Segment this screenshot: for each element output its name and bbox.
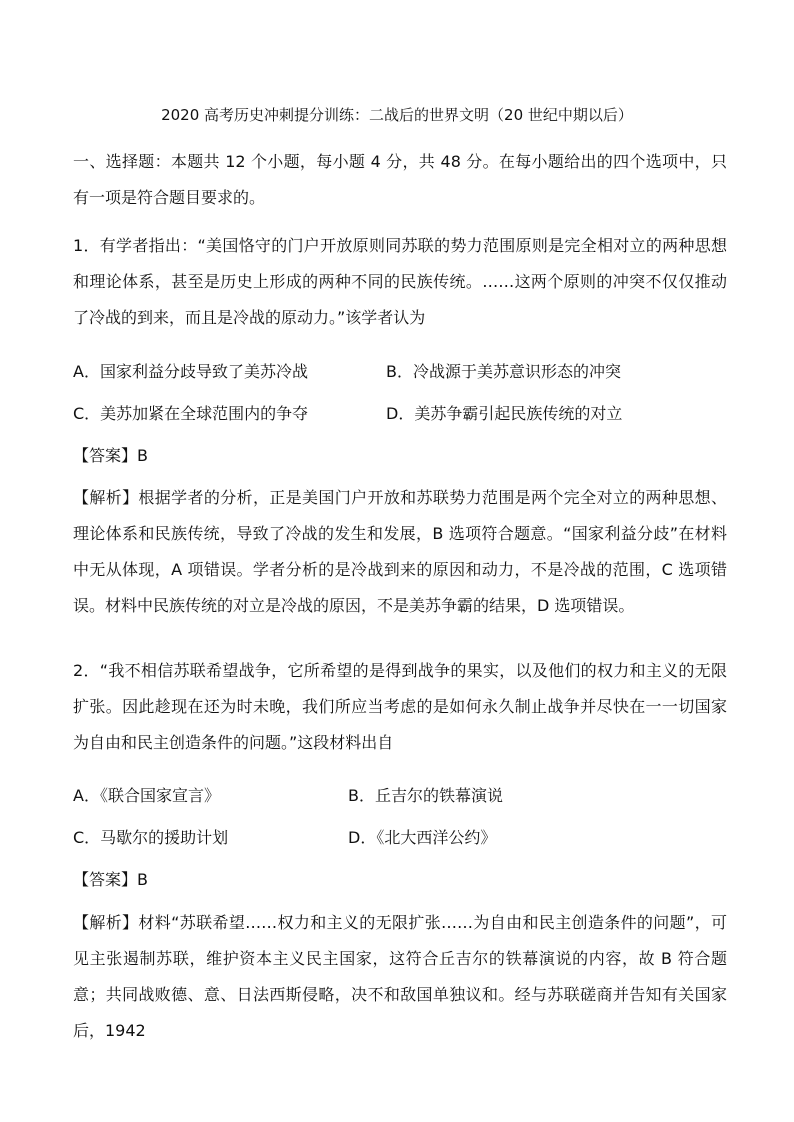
question-1-analysis: 【解析】根据学者的分析，正是美国门户开放和苏联势力范围是两个完全对立的两种思想、理论体系和民族传统，导致了冷战的发生和发展，B 选项符合题意。“国家利益分歧”在材料中无从体现，A 项错误。学者分析的是冷战到来的原因和动力，不是冷战的范围，C 选项错误。材料中民族传统的对立是冷战的原因，不是美苏争霸的结果，D 选项错误。	[73, 488, 727, 615]
question-2-option-a: A．《联合国家宣言》	[73, 786, 220, 805]
question-2-option-b: B．丘吉尔的铁幕演说	[348, 786, 503, 805]
question-1-option-d: D．美苏争霸引起民族传统的对立	[386, 404, 623, 423]
page-title: 2020 高考历史冲刺提分训练：二战后的世界文明（20 世纪中期以后）	[161, 106, 633, 124]
question-1-answer: 【答案】B	[73, 446, 148, 465]
question-2-stem: 2．“我不相信苏联希望战争，它所希望的是得到战争的果实，以及他们的权力和主义的无限扩张。因此趁现在还为时未晚，我们所应当考虑的是如何永久制止战争并尽快在一一切国家为自由和民主创造条件的问题。”这段材料出自	[73, 661, 727, 752]
question-2-analysis: 【解析】材料“苏联希望……权力和主义的无限扩张……为自由和民主创造条件的问题”，可见主张遏制苏联，维护资本主义民主国家，这符合丘吉尔的铁幕演说的内容，故 B 符合题意；共同战败德、意、日法西斯侵略，决不和敌国单独议和。经与苏联磋商并告知有关国家后，1942	[73, 913, 727, 1040]
question-1-stem: 1．有学者指出：“美国恪守的门户开放原则同苏联的势力范围原则是完全相对立的两种思想和理论体系，甚至是历史上形成的两种不同的民族传统。……这两个原则的冲突不仅仅推动了冷战的到来，而且是冷战的原动力。”该学者认为	[73, 236, 727, 327]
question-1-option-b: B．冷战源于美苏意识形态的冲突	[386, 362, 621, 381]
question-2-option-c: C．马歇尔的援助计划	[73, 828, 229, 847]
question-1-option-c: C．美苏加紧在全球范围内的争夺	[73, 404, 309, 423]
question-2-answer: 【答案】B	[73, 870, 148, 889]
section-heading: 一、选择题：本题共 12 个小题，每小题 4 分，共 48 分。在每小题给出的四个选项中，只有一项是符合题目要求的。	[73, 152, 727, 207]
question-1-option-a: A．国家利益分歧导致了美苏冷战	[73, 362, 308, 381]
question-2-option-d: D．《北大西洋公约》	[348, 828, 497, 847]
